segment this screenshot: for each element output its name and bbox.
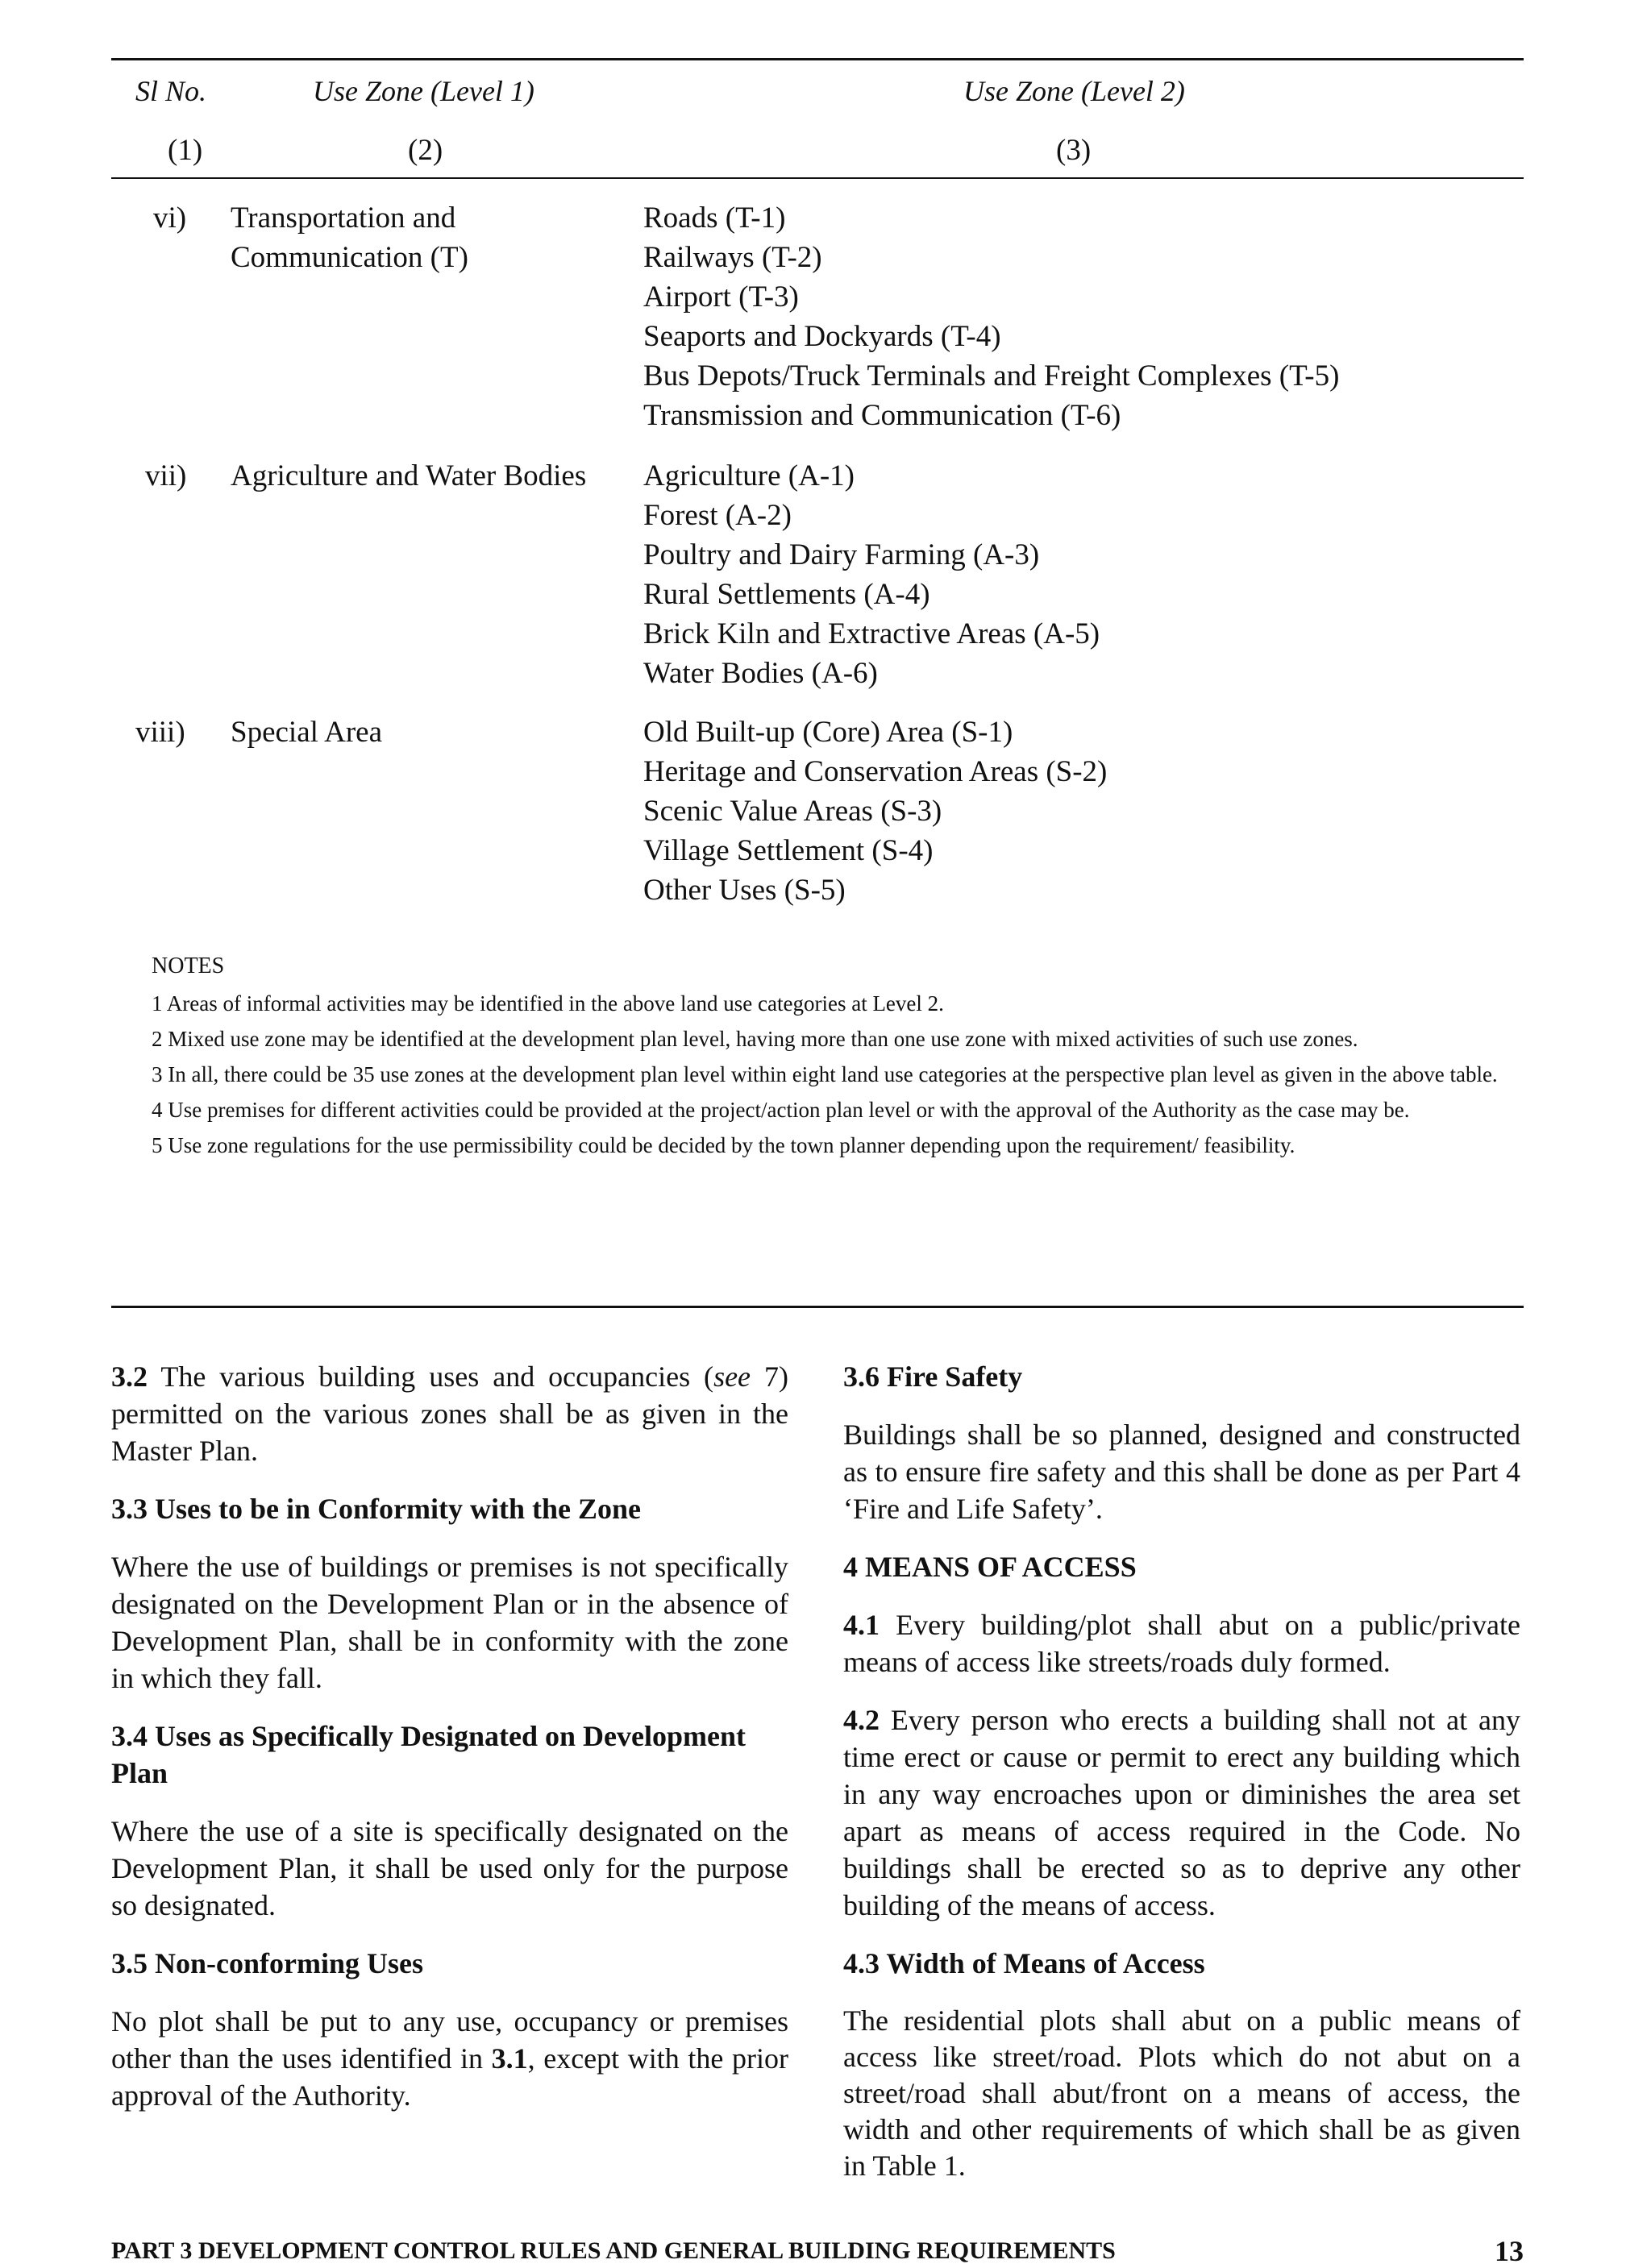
clause-number: 4.2 — [843, 1704, 880, 1736]
text: Every person who erects a building shall not at any time erect or cause or permit to erect any building which in any way encroaches upon or diminishes the area set apart as means of access required in the Code. No buildings shall be erected so as to deprive any other building of the means of access. — [843, 1704, 1520, 1921]
level2-item: Village Settlement (S-4) — [643, 834, 934, 867]
paragraph-3-4: Where the use of a site is specifically designated on the Development Plan, it shall be used only for the purpose so designated. — [111, 1815, 788, 1921]
table-notes — [111, 951, 1524, 1165]
note-item: 5 Use zone regulations for the use permissibility could be decided by the town planner depending upon the requirement/ feasibility. — [152, 1133, 1295, 1157]
heading-4-3: 4.3 Width of Means of Access — [843, 1947, 1205, 1979]
cross-reference: 7 — [751, 1360, 780, 1393]
note-item: 1 Areas of informal activities may be identified in the above land use categories at Level 2. — [152, 991, 944, 1016]
paragraph-4-3: The residential plots shall abut on a public means of access like street/road. Plots which do not abut on a street/road shall abut/front on a means of access, the width and other requirements of which shall be as given in Table 1. — [843, 2004, 1520, 2182]
level2-item: Transmission and Communication (T-6) — [643, 399, 1121, 432]
level1-line: Special Area — [231, 716, 382, 749]
note-item: 3 In all, there could be 35 use zones at the development plan level within eight land use categories at the perspective plan level as given in the above table. — [152, 1062, 1498, 1086]
column-number-1: (1) — [168, 134, 203, 167]
column-number-2: (2) — [408, 134, 443, 167]
text: ) permitted on the various zones shall be as given in the Master Plan. — [111, 1360, 789, 1467]
level2-item: Agriculture (A-1) — [643, 459, 855, 492]
heading-3-4: 3.4 Uses as Specifically Designated on Development Plan — [111, 1720, 746, 1789]
heading-3-6: 3.6 Fire Safety — [843, 1360, 1023, 1393]
paragraph-3-3: Where the use of buildings or premises is not specifically designated on the Development Plan or in the absence of Development Plan, shall be in conformity with the zone in which they fall. — [111, 1551, 788, 1694]
text: , except with the prior approval of the Authority. — [111, 2042, 788, 2112]
row-number: viii) — [135, 716, 185, 749]
clause-number: 3.2 — [111, 1360, 148, 1393]
level2-item: Bus Depots/Truck Terminals and Freight Complexes (T-5) — [643, 359, 1340, 393]
level2-zone-list — [643, 198, 1339, 435]
level2-item: Rural Settlements (A-4) — [643, 578, 930, 611]
level1-line: Transportation and — [231, 201, 456, 235]
level2-item: Water Bodies (A-6) — [643, 657, 878, 690]
note-item: 2 Mixed use zone may be identified at the development plan level, having more than one use zone with mixed activities of such use zones. — [152, 1027, 1358, 1051]
row-number: vii) — [145, 459, 187, 492]
cross-reference: 3.1 — [491, 2042, 528, 2075]
level1-line: Communication (T) — [231, 241, 468, 274]
paragraph-3-6: Buildings shall be so planned, designed and constructed as to ensure fire safety and this shall be done as per Part 4 ‘Fire and Life Safety’. — [843, 1419, 1520, 1525]
level2-item: Brick Kiln and Extractive Areas (A-5) — [643, 617, 1100, 650]
paragraph-4-1 — [843, 1606, 1520, 1680]
level1-zone — [231, 712, 382, 752]
level2-item: Airport (T-3) — [643, 280, 799, 314]
level2-item: Railways (T-2) — [643, 241, 822, 274]
level1-zone — [231, 456, 586, 496]
header-sl-no: Sl No. — [135, 75, 207, 107]
level1-zone — [231, 198, 468, 277]
row-number: vi) — [153, 201, 187, 235]
table-header-rule — [111, 177, 1524, 179]
heading-3-5: 3.5 Non-conforming Uses — [111, 1947, 423, 1979]
left-column — [111, 1358, 788, 2135]
paragraph-4-2 — [843, 1701, 1520, 1924]
page-number: 13 — [1495, 2235, 1524, 2267]
note-item: 4 Use premises for different activities could be provided at the project/action plan level or with the approval of the Authority as the case may be. — [152, 1098, 1410, 1122]
column-number-3: (3) — [1056, 134, 1092, 167]
clause-number: 4.1 — [843, 1609, 880, 1641]
see-text: see — [713, 1360, 751, 1393]
text: The various building uses and occupancies ( — [148, 1360, 714, 1393]
level2-zone-list — [643, 712, 1107, 910]
paragraph-3-2 — [111, 1358, 788, 1469]
level1-line: Agriculture and Water Bodies — [231, 459, 587, 492]
level2-item: Scenic Value Areas (S-3) — [643, 795, 942, 828]
paragraph-3-5 — [111, 2003, 788, 2114]
level2-item: Poultry and Dairy Farming (A-3) — [643, 538, 1040, 571]
text: No plot shall be put to any use, occupancy or premises other than the uses identified in — [111, 2005, 788, 2075]
heading-3-3: 3.3 Uses to be in Conformity with the Zone — [111, 1493, 641, 1525]
footer-title: PART 3 DEVELOPMENT CONTROL RULES AND GENERAL BUILDING REQUIREMENTS — [111, 2237, 1116, 2264]
level2-item: Heritage and Conservation Areas (S-2) — [643, 755, 1108, 788]
text: Every building/plot shall abut on a public/private means of access like streets/roads duly formed. — [843, 1609, 1520, 1678]
heading-4: 4 MEANS OF ACCESS — [843, 1551, 1137, 1583]
table-bottom-rule — [111, 1306, 1524, 1308]
level2-item: Other Uses (S-5) — [643, 874, 846, 907]
header-level2: Use Zone (Level 2) — [963, 75, 1185, 107]
right-column — [843, 1358, 1520, 2205]
notes-heading: NOTES — [152, 953, 225, 978]
level2-item: Old Built-up (Core) Area (S-1) — [643, 716, 1013, 749]
level2-item: Roads (T-1) — [643, 201, 786, 235]
level2-zone-list — [643, 456, 1100, 693]
table-top-rule — [111, 58, 1524, 60]
header-level1: Use Zone (Level 1) — [313, 75, 534, 107]
level2-item: Forest (A-2) — [643, 499, 792, 532]
level2-item: Seaports and Dockyards (T-4) — [643, 320, 1001, 353]
